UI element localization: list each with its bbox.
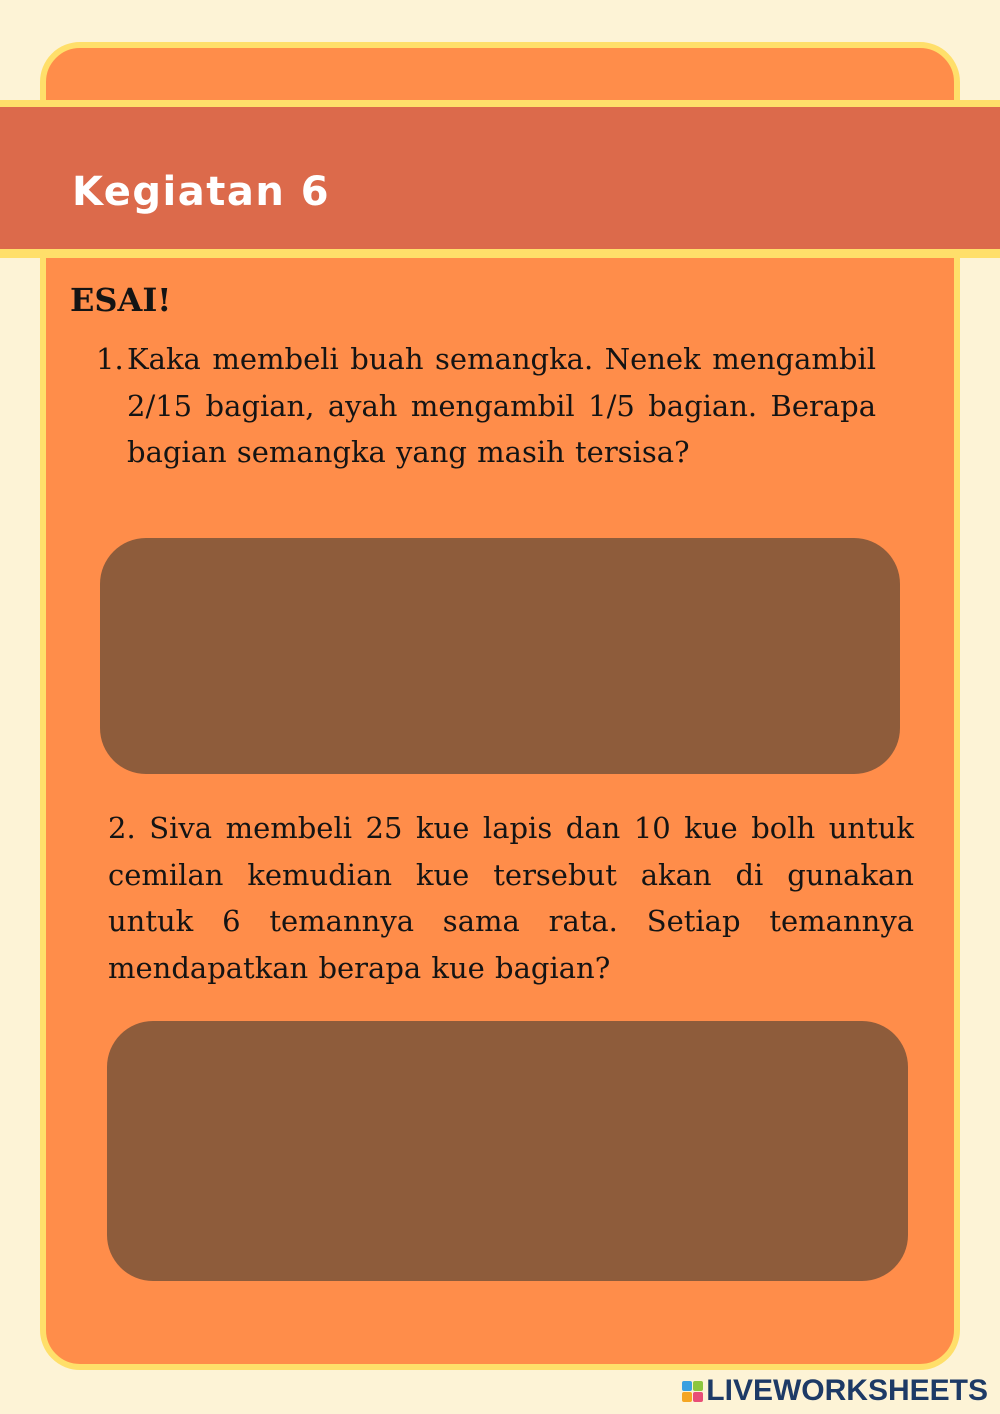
- page-title: Kegiatan 6: [72, 169, 331, 215]
- logo-text: LIVEWORKSHEETS: [706, 1374, 988, 1407]
- liveworksheets-logo-icon: [682, 1381, 703, 1402]
- question-1-text: Kaka membeli buah semangka. Nenek mengambil 2/15 bagian, ayah mengambil 1/5 bagian. Berapa bagian semangka yang masih tersisa?: [127, 342, 876, 469]
- question-2-text: 2. Siva membeli 25 kue lapis dan 10 kue bolh untuk cemilan kemudian kue tersebut akan di gunakan untuk 6 temannya sama rata. Setiap temannya mendapatkan berapa kue bagian?: [108, 811, 914, 985]
- answer-2-input[interactable]: [107, 1021, 908, 1281]
- answer-1-input[interactable]: [100, 538, 900, 774]
- section-heading: ESAI!: [70, 281, 172, 319]
- liveworksheets-logo: [682, 1374, 988, 1408]
- question-1-number: 1.: [96, 342, 124, 376]
